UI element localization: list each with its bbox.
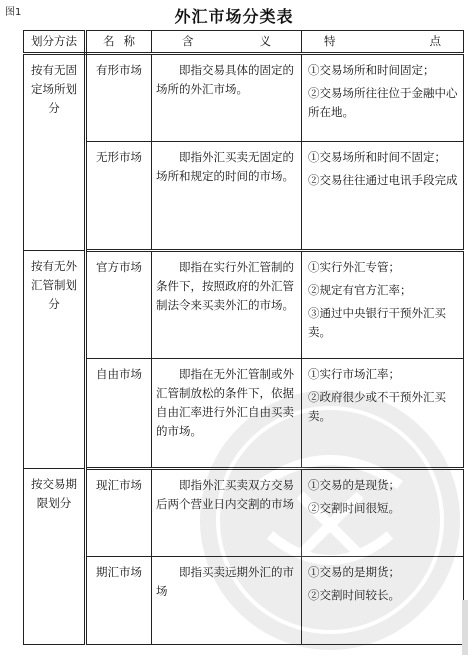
market-name-cell: 无形市场	[86, 142, 152, 251]
header-features	[302, 31, 464, 54]
feature-item: ②交割时间较长。	[308, 588, 400, 602]
method-cell: 按有无外汇管制划分	[24, 251, 86, 469]
feature-item: ①交易场所和时间固定；	[308, 63, 435, 77]
meaning-cell: 即指交易具体的固定的场所的外汇市场。	[152, 54, 302, 142]
meaning-cell: 即指外汇买卖无固定的场所和规定的时间的市场。	[152, 142, 302, 251]
header-meaning-char-2: 义	[259, 34, 271, 48]
features-cell	[302, 142, 464, 251]
header-method: 划分方法	[24, 31, 86, 54]
header-features-char-2: 点	[429, 34, 441, 48]
features-cell	[302, 54, 464, 142]
table-row	[24, 142, 464, 251]
header-features-char-1: 特	[324, 34, 336, 48]
meaning-cell: 即指买卖远期外汇的市场	[152, 557, 302, 645]
table-row	[24, 557, 464, 645]
header-row	[24, 31, 464, 54]
header-meaning	[152, 31, 302, 54]
feature-item: ②交割时间很短。	[308, 501, 400, 515]
table-row	[24, 251, 464, 359]
feature-item: ③通过中央银行干预外汇买卖。	[308, 306, 446, 339]
forex-classification-table	[23, 30, 464, 645]
feature-item: ①实行市场汇率；	[308, 367, 400, 381]
feature-item: ①交易的是期货；	[308, 565, 400, 579]
page-edge-shadow	[462, 600, 468, 655]
market-name-cell: 自由市场	[86, 359, 152, 469]
features-cell	[302, 557, 464, 645]
method-cell: 按交易期限划分	[24, 469, 86, 645]
table-title: 外汇市场分类表	[174, 7, 294, 26]
features-cell	[302, 359, 464, 469]
feature-item: ②政府很少或不干预外汇买卖。	[308, 390, 446, 423]
market-name-cell: 现汇市场	[86, 469, 152, 557]
feature-item: ②规定有官方汇率；	[308, 283, 412, 297]
features-cell	[302, 251, 464, 359]
header-name-char-2: 称	[123, 34, 135, 48]
header-name	[86, 31, 152, 54]
table-row	[24, 54, 464, 142]
feature-item: ①实行外汇专管；	[308, 260, 400, 274]
features-cell	[302, 469, 464, 557]
table-row	[24, 469, 464, 557]
meaning-cell: 即指外汇买卖双方交易后两个营业日内交割的市场	[152, 469, 302, 557]
method-cell: 按有无固定场所划分	[24, 54, 86, 251]
header-meaning-char-1: 含	[182, 34, 194, 48]
market-name-cell: 期汇市场	[86, 557, 152, 645]
feature-item: ①交易的是现货；	[308, 478, 400, 492]
meaning-cell: 即指在无外汇管制或外汇管制放松的条件下，依据自由汇率进行外汇自由买卖的市场。	[152, 359, 302, 469]
header-name-char-1: 名	[103, 34, 115, 48]
feature-item: ②交易场所往往位于金融中心所在地。	[308, 86, 458, 119]
table-row	[24, 359, 464, 469]
market-name-cell: 官方市场	[86, 251, 152, 359]
meaning-cell: 即指在实行外汇管制的条件下，按照政府的外汇管制法令来买卖外汇的市场。	[152, 251, 302, 359]
feature-item: ①交易场所和时间不固定；	[308, 150, 446, 164]
feature-item: ②交易往往通过电讯手段完成	[308, 173, 458, 187]
market-name-cell: 有形市场	[86, 54, 152, 142]
figure-label: 图1	[5, 7, 22, 18]
